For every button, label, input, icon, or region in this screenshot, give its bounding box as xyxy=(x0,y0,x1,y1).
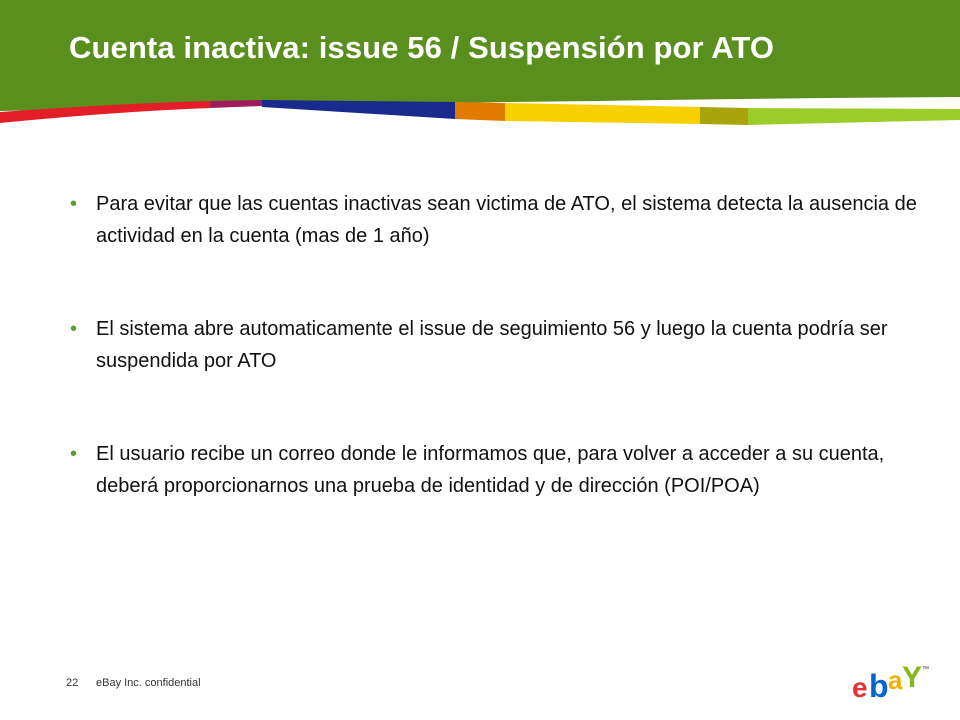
logo-letter-a: a xyxy=(888,665,903,695)
logo-letter-e: e xyxy=(852,672,868,702)
bullet-list xyxy=(70,188,920,502)
logo-letter-y: Y xyxy=(902,661,923,694)
slide-title: Cuenta inactiva: issue 56 / Suspensión por ATO xyxy=(69,30,775,65)
bullet-dot: • xyxy=(70,193,78,215)
bullet-item xyxy=(70,313,920,377)
bullet-dot: • xyxy=(70,318,78,340)
bullet-item xyxy=(70,438,920,502)
bullet-text: El sistema abre automaticamente el issue de seguimiento 56 y luego la cuenta podría ser suspendida por ATO xyxy=(96,318,888,372)
bullet-text: Para evitar que las cuentas inactivas sean victima de ATO, el sistema detecta la ausencia de actividad en la cuenta (mas de 1 año) xyxy=(96,193,917,247)
ebay-logo xyxy=(850,660,930,702)
confidential-note: eBay Inc. confidential xyxy=(96,677,201,689)
page-number: 22 xyxy=(66,677,79,689)
bullet-dot: • xyxy=(70,443,78,465)
logo-letter-b: b xyxy=(869,668,889,702)
slide-header xyxy=(0,0,960,126)
bullet-text: El usuario recibe un correo donde le informamos que, para volver a acceder a su cuenta, deberá proporcionarnos una prueba de identidad y de dirección (POI/POA) xyxy=(96,443,885,497)
bullet-item xyxy=(70,188,920,252)
trademark-mark: ™ xyxy=(922,666,929,673)
